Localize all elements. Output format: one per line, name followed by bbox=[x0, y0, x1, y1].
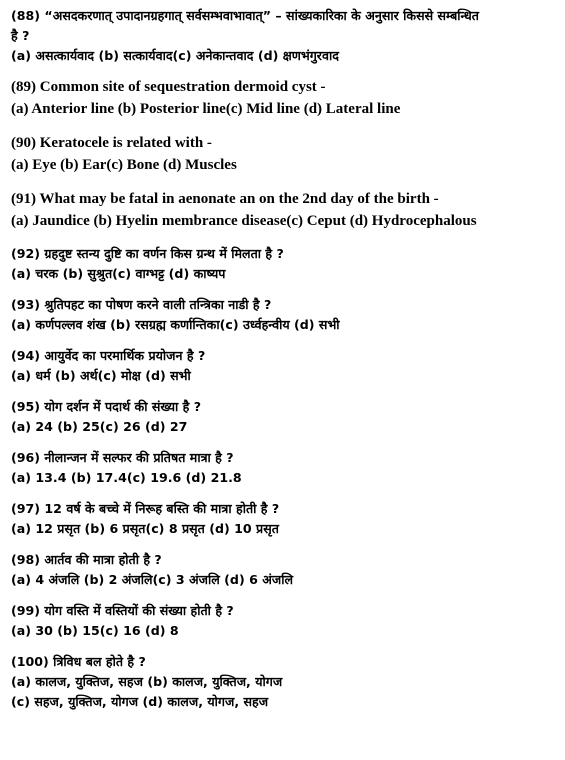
question-90-options: (a) Eye (b) Ear(c) Bone (d) Muscles bbox=[11, 157, 237, 173]
question-93-text: (93) श्रुतिपहट का पोषण करने वाली तन्त्रिका नाडी है ? bbox=[11, 297, 272, 312]
question-95 bbox=[11, 397, 557, 437]
question-91-options: (a) Jaundice (b) Hyelin membrance disease(c) Ceput (d) Hydrocephalous bbox=[11, 213, 477, 229]
question-92-options: (a) चरक (b) सुश्रुत(c) वाग्भट्ट (d) काष्यप bbox=[11, 266, 226, 281]
question-94 bbox=[11, 346, 557, 386]
question-100-options: (a) कालज, युक्तिज, सहज (b) कालज, युक्तिज, योगज bbox=[11, 674, 283, 689]
question-92 bbox=[11, 244, 557, 284]
question-89-text: (89) Common site of sequestration dermoid cyst - bbox=[11, 79, 326, 95]
question-95-text: (95) योग दर्शन में पदार्थ की संख्या है ? bbox=[11, 399, 202, 414]
question-90 bbox=[11, 132, 557, 176]
question-96-options: (a) 13.4 (b) 17.4(c) 19.6 (d) 21.8 bbox=[11, 470, 242, 485]
question-100-text: (100) त्रिविध बल होते है ? bbox=[11, 654, 146, 669]
question-99-text: (99) योग वस्ति में वस्तियों की संख्या होती है ? bbox=[11, 603, 234, 618]
question-94-text: (94) आयुर्वेद का परमार्थिक प्रयोजन है ? bbox=[11, 348, 206, 363]
question-97-text: (97) 12 वर्ष के बच्चे में निरूह बस्ति की मात्रा होती है ? bbox=[11, 501, 280, 516]
question-96 bbox=[11, 448, 557, 488]
question-98 bbox=[11, 550, 557, 590]
question-89 bbox=[11, 76, 557, 120]
question-88 bbox=[11, 6, 557, 66]
question-93 bbox=[11, 295, 557, 335]
question-97 bbox=[11, 499, 557, 539]
question-93-options: (a) कर्णपल्लव शंख (b) रसग्रह्म कर्णान्तिका(c) उर्ध्वहन्वीय (d) सभी bbox=[11, 317, 340, 332]
question-99 bbox=[11, 601, 557, 641]
question-91-text: (91) What may be fatal in aenonate an on the 2nd day of the birth - bbox=[11, 191, 439, 207]
question-88-options: (a) असत्कार्यवाद (b) सत्कार्यवाद(c) अनेकान्तवाद (d) क्षणभंगुरवाद bbox=[11, 48, 339, 63]
question-97-options: (a) 12 प्रसृत (b) 6 प्रसृत(c) 8 प्रसृत (d) 10 प्रसृत bbox=[11, 521, 279, 536]
question-90-text: (90) Keratocele is related with - bbox=[11, 135, 212, 151]
question-98-text: (98) आर्तव की मात्रा होती है ? bbox=[11, 552, 162, 567]
question-96-text: (96) नीलान्जन में सल्फर की प्रतिषत मात्रा है ? bbox=[11, 450, 234, 465]
question-100 bbox=[11, 652, 557, 712]
question-92-text: (92) ग्रहदुष्ट स्तन्य दुष्टि का वर्णन किस ग्रन्थ में मिलता है ? bbox=[11, 246, 284, 261]
question-98-options: (a) 4 अंजलि (b) 2 अंजलि(c) 3 अंजलि (d) 6 अंजलि bbox=[11, 572, 294, 587]
question-88-text-cont: है ? bbox=[11, 28, 30, 43]
question-99-options: (a) 30 (b) 15(c) 16 (d) 8 bbox=[11, 623, 179, 638]
question-94-options: (a) धर्म (b) अर्थ(c) मोक्ष (d) सभी bbox=[11, 368, 191, 383]
question-91 bbox=[11, 188, 557, 232]
question-100-options-cont: (c) सहज, युक्तिज, योगज (d) कालज, योगज, सहज bbox=[11, 694, 269, 709]
question-95-options: (a) 24 (b) 25(c) 26 (d) 27 bbox=[11, 419, 188, 434]
question-89-options: (a) Anterior line (b) Posterior line(c) Mid line (d) Lateral line bbox=[11, 101, 401, 117]
question-88-text: (88) “असदकरणात् उपादानग्रहगात् सर्वसम्भवाभावात्” – सांख्यकारिका के अनुसार किससे सम्बन्धित bbox=[11, 8, 479, 23]
